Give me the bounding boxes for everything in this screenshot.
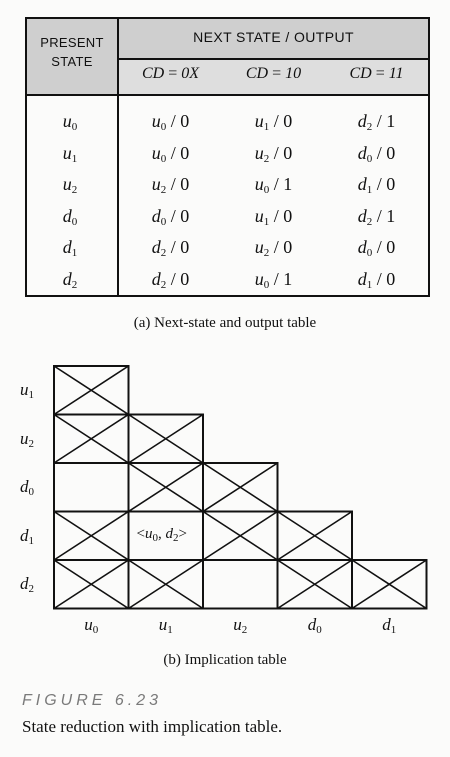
output-value: / 0 <box>166 205 190 226</box>
state-subscript: 2 <box>241 624 248 636</box>
output-value: / 0 <box>372 237 396 257</box>
state-subscript: 2 <box>366 121 373 133</box>
output-value: / 0 <box>166 111 190 131</box>
output-value: / 1 <box>372 205 396 226</box>
row-label <box>20 380 54 401</box>
state-letter: d <box>357 237 367 257</box>
state-subscript: 0 <box>160 121 167 133</box>
state-letter: u <box>254 268 264 289</box>
state-subscript: 0 <box>263 184 270 196</box>
state-subscript: 2 <box>263 152 270 165</box>
next-state-cell <box>222 263 325 295</box>
state-letter: u <box>20 380 29 399</box>
next-state-cell <box>222 168 325 200</box>
state-letter: u <box>254 205 264 226</box>
column-header-var: CD <box>141 65 165 82</box>
output-value: / 0 <box>166 142 190 163</box>
column-label <box>71 615 111 636</box>
column-label <box>369 615 409 636</box>
state-subscript: 2 <box>160 184 167 196</box>
state-letter: u <box>254 237 264 257</box>
next-state-cell <box>222 200 325 232</box>
column-label <box>146 615 186 636</box>
column-header-eq: = <box>371 65 389 82</box>
next-state-cell <box>325 263 428 295</box>
state-subscript: 0 <box>366 152 373 165</box>
column-header <box>222 65 325 83</box>
state-letter: d <box>62 268 72 289</box>
column-header <box>119 65 222 83</box>
state-subscript: 1 <box>263 121 270 133</box>
output-value: / 0 <box>372 174 396 194</box>
state-letter: u <box>254 174 264 194</box>
state-subscript: 0 <box>92 624 99 636</box>
state-letter: u <box>20 428 29 448</box>
state-letter: d <box>20 574 29 593</box>
present-state-header-line2: STATE <box>51 54 93 69</box>
state-subscript: 1 <box>28 389 34 401</box>
state-letter: d <box>357 142 367 163</box>
state-letter: u <box>144 525 153 542</box>
state-letter: d <box>151 268 161 289</box>
state-subscript: 0 <box>160 152 167 165</box>
state-subscript: 1 <box>71 247 78 259</box>
state-subscript: 0 <box>28 486 34 498</box>
state-letter: u <box>151 111 161 131</box>
state-letter: d <box>357 111 367 131</box>
state-subscript: 2 <box>160 278 167 291</box>
next-state-cell <box>119 200 222 232</box>
next-state-cell <box>325 200 428 232</box>
state-subscript: 2 <box>28 437 34 450</box>
state-letter: u <box>233 615 242 634</box>
column-header-val: 10 <box>285 65 302 82</box>
next-state-cell <box>119 105 222 137</box>
state-subscript: 1 <box>366 184 373 196</box>
pair-sep: , <box>157 525 166 542</box>
state-subscript: 0 <box>71 121 78 133</box>
present-state-cell <box>25 231 115 263</box>
state-letter: u <box>158 615 168 634</box>
implied-pair-label <box>137 526 187 544</box>
row-label <box>20 526 54 547</box>
next-state-cell <box>222 105 325 137</box>
state-subscript: 2 <box>71 278 78 291</box>
row-label <box>20 574 54 595</box>
output-value: / 1 <box>269 268 293 289</box>
state-subscript: 1 <box>263 215 270 228</box>
row-label <box>20 429 54 450</box>
output-value: / 0 <box>166 237 190 257</box>
state-subscript: 2 <box>172 531 179 544</box>
output-value: / 0 <box>372 268 396 289</box>
state-letter: d <box>357 174 367 194</box>
column-header-val: 11 <box>388 65 404 82</box>
implication-cell <box>54 463 129 512</box>
next-state-cell <box>222 137 325 169</box>
state-subscript: 0 <box>316 624 322 636</box>
header-divider <box>119 58 428 60</box>
present-state-cell <box>25 105 115 137</box>
column-label <box>295 615 335 636</box>
column-label <box>220 615 260 636</box>
implication-cell <box>203 560 278 609</box>
state-letter: u <box>62 142 72 163</box>
state-subscript: 2 <box>160 247 167 259</box>
present-state-header-line1: PRESENT <box>40 35 104 50</box>
next-state-cell <box>119 231 222 263</box>
state-subscript: 2 <box>71 184 78 196</box>
state-letter: u <box>151 142 161 163</box>
next-state-output-table <box>25 17 430 297</box>
state-letter: d <box>20 525 29 545</box>
output-value: / 0 <box>166 174 190 194</box>
state-subscript: 0 <box>160 215 167 228</box>
column-header-val: 0X <box>181 65 200 82</box>
next-state-cell <box>325 168 428 200</box>
output-value: / 0 <box>269 237 293 257</box>
next-state-cell <box>222 231 325 263</box>
present-state-cell <box>25 168 115 200</box>
header-bottom-rule <box>27 94 428 96</box>
column-header <box>325 65 428 83</box>
output-value: / 1 <box>269 174 293 194</box>
next-state-cell <box>119 137 222 169</box>
state-subscript: 1 <box>366 278 373 291</box>
state-letter: u <box>254 142 264 163</box>
output-value: / 0 <box>269 111 293 131</box>
state-letter: u <box>254 111 264 131</box>
output-value: / 0 <box>372 142 396 163</box>
next-state-cell <box>119 168 222 200</box>
state-letter: u <box>151 174 161 194</box>
next-state-cell <box>119 263 222 295</box>
state-subscript: 1 <box>390 624 397 636</box>
output-value: / 0 <box>269 142 293 163</box>
next-state-cell <box>325 137 428 169</box>
state-letter: d <box>382 615 391 634</box>
state-subscript: 0 <box>152 531 158 544</box>
present-state-cell <box>25 137 115 169</box>
present-state-cell <box>25 263 115 295</box>
output-value: / 1 <box>372 111 396 131</box>
table-b-caption: (b) Implication table <box>163 652 287 668</box>
pair-open: < <box>136 525 145 542</box>
figure-title: State reduction with implication table. <box>22 717 283 736</box>
column-header-eq: = <box>164 65 182 82</box>
state-subscript: 1 <box>167 624 173 636</box>
state-letter: d <box>62 205 72 226</box>
state-subscript: 0 <box>263 278 270 291</box>
state-letter: d <box>20 477 29 496</box>
present-state-cell <box>25 200 115 232</box>
state-letter: d <box>165 525 173 542</box>
state-subscript: 2 <box>366 215 373 228</box>
next-state-cell <box>325 231 428 263</box>
output-value: / 0 <box>166 268 190 289</box>
state-subscript: 1 <box>28 534 34 547</box>
column-header-eq: = <box>268 65 286 82</box>
state-letter: d <box>151 205 161 226</box>
implication-grid <box>0 360 450 620</box>
pair-close: > <box>178 525 187 542</box>
row-label <box>20 477 54 498</box>
next-state-cell <box>325 105 428 137</box>
output-value: / 0 <box>269 205 293 226</box>
state-letter: d <box>62 237 72 257</box>
column-header-var: CD <box>245 65 269 82</box>
table-a-caption: (a) Next-state and output table <box>133 315 317 331</box>
state-letter: u <box>62 174 72 194</box>
state-letter: d <box>307 615 317 634</box>
state-subscript: 0 <box>71 215 78 228</box>
state-letter: d <box>357 268 367 289</box>
state-letter: u <box>84 615 93 634</box>
implication-table <box>0 360 450 636</box>
state-subscript: 2 <box>263 247 270 259</box>
state-letter: d <box>357 205 367 226</box>
state-subscript: 2 <box>28 583 34 595</box>
column-header-var: CD <box>349 65 372 82</box>
state-subscript: 1 <box>71 152 78 165</box>
next-state-output-header: NEXT STATE / OUTPUT <box>193 29 354 45</box>
present-state-header <box>27 33 117 71</box>
state-letter: d <box>151 237 161 257</box>
state-letter: u <box>62 111 72 131</box>
state-subscript: 0 <box>366 247 373 259</box>
figure-number: FIGURE 6.23 <box>22 692 163 709</box>
